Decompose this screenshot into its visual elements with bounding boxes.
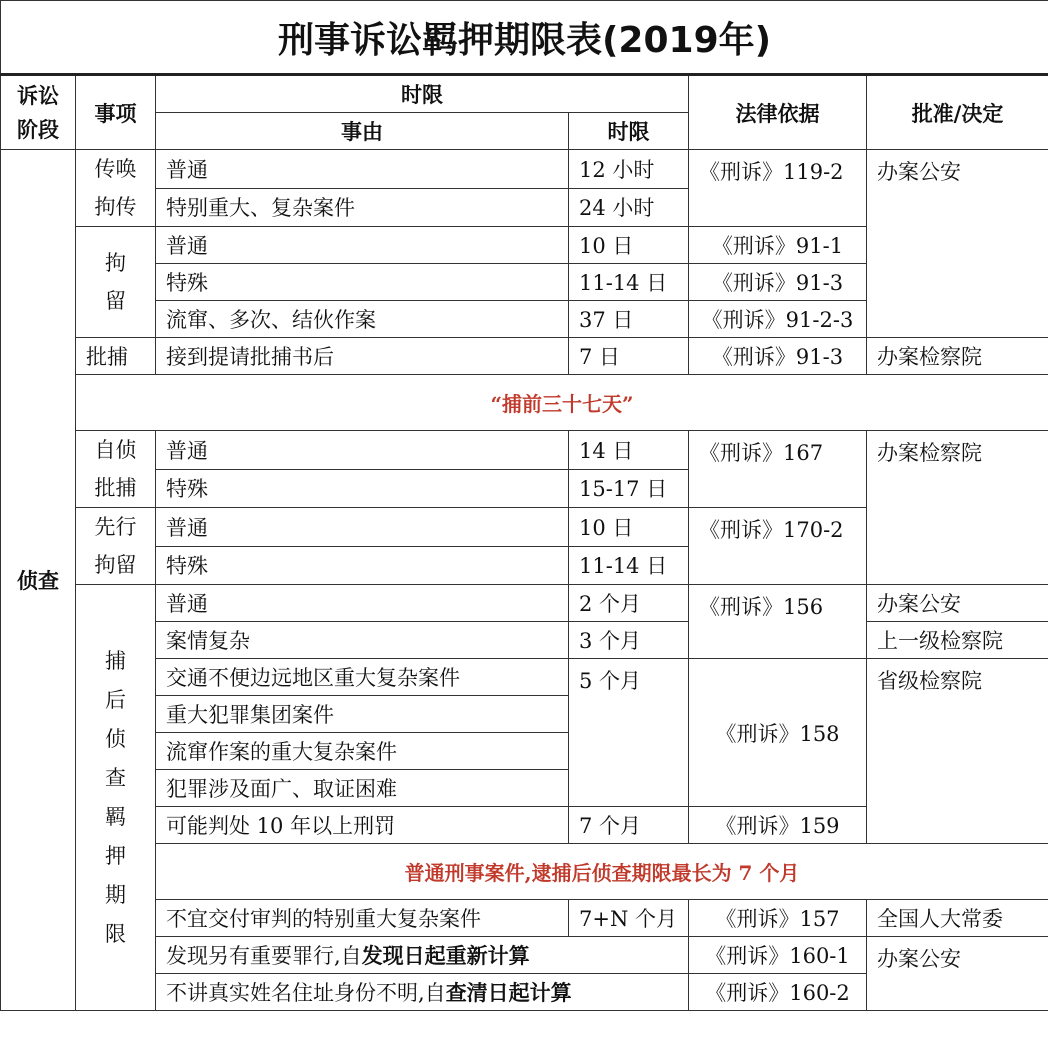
basis-cell: 《刑诉》160-1 <box>689 937 867 974</box>
header-reason: 事由 <box>156 113 569 150</box>
item-post-arrest: 捕后侦查羁押期限 <box>76 585 156 1011</box>
approval-cell: 省级检察院 <box>867 659 1048 844</box>
reason-cell: 特殊 <box>156 469 569 508</box>
reason-cell: 接到提请批捕书后 <box>156 338 569 375</box>
header-limit-group: 时限 <box>156 75 689 113</box>
reason-cell: 案情复杂 <box>156 622 569 659</box>
header-basis: 法律依据 <box>689 75 867 150</box>
header-stage: 诉讼阶段 <box>1 75 76 150</box>
table-row <box>1 937 1048 974</box>
basis-cell: 《刑诉》91-2-3 <box>689 301 867 338</box>
limit-cell: 3 个月 <box>569 622 689 659</box>
reason-cell: 普通 <box>156 227 569 264</box>
approval-cell: 上一级检察院 <box>867 622 1048 659</box>
reason-cell: 普通 <box>156 150 569 189</box>
limit-cell: 11-14 日 <box>569 546 689 585</box>
reason-cell: 交通不便边远地区重大复杂案件 <box>156 659 569 696</box>
item-self-arrest: 自侦批捕 <box>76 431 156 508</box>
table-row <box>1 431 1048 470</box>
reason-cell: 普通 <box>156 508 569 547</box>
item-prior-detain: 先行拘留 <box>76 508 156 585</box>
approval-cell: 办案公安 <box>867 585 1048 622</box>
basis-cell: 《刑诉》157 <box>689 900 867 937</box>
basis-cell: 《刑诉》167 <box>689 431 867 508</box>
item-arrest: 批捕 <box>76 338 156 375</box>
reason-emphasis: 发现日起重新计算 <box>361 944 530 968</box>
limit-cell: 15-17 日 <box>569 469 689 508</box>
basis-cell: 《刑诉》91-1 <box>689 227 867 264</box>
table-row <box>1 659 1048 696</box>
basis-cell: 《刑诉》156 <box>689 585 867 659</box>
limit-cell: 7 日 <box>569 338 689 375</box>
note-max-seven-months: 普通刑事案件,逮捕后侦查期限最长为 7 个月 <box>156 844 1048 900</box>
item-detain: 拘留 <box>76 227 156 338</box>
reason-emphasis: 查清日起计算 <box>445 981 572 1005</box>
header-approval: 批准/决定 <box>867 75 1048 150</box>
basis-cell: 《刑诉》119-2 <box>689 150 867 227</box>
approval-cell: 办案检察院 <box>867 338 1048 375</box>
basis-cell: 《刑诉》158 <box>689 659 867 807</box>
reason-cell: 普通 <box>156 585 569 622</box>
limit-cell: 2 个月 <box>569 585 689 622</box>
reason-cell: 流窜作案的重大复杂案件 <box>156 733 569 770</box>
limit-cell: 5 个月 <box>569 659 689 807</box>
limit-cell: 12 小时 <box>569 150 689 189</box>
approval-cell: 全国人大常委 <box>867 900 1048 937</box>
basis-cell: 《刑诉》91-3 <box>689 264 867 301</box>
reason-cell: 犯罪涉及面广、取证困难 <box>156 770 569 807</box>
reason-cell: 特殊 <box>156 546 569 585</box>
basis-cell: 《刑诉》170-2 <box>689 508 867 585</box>
reason-cell: 普通 <box>156 431 569 470</box>
limit-cell: 10 日 <box>569 508 689 547</box>
stage-cell: 侦查 <box>1 150 76 1011</box>
table-row <box>1 900 1048 937</box>
approval-cell: 办案公安 <box>867 937 1048 1011</box>
reason-cell <box>156 937 689 974</box>
item-summon: 传唤拘传 <box>76 150 156 227</box>
limit-cell: 37 日 <box>569 301 689 338</box>
header-limit: 时限 <box>569 113 689 150</box>
table-row <box>1 585 1048 622</box>
basis-cell: 《刑诉》159 <box>689 807 867 844</box>
basis-cell: 《刑诉》160-2 <box>689 974 867 1011</box>
reason-cell: 流窜、多次、结伙作案 <box>156 301 569 338</box>
reason-text: 发现另有重要罪行,自 <box>166 944 362 968</box>
reason-cell: 可能判处 10 年以上刑罚 <box>156 807 569 844</box>
note-row <box>1 375 1048 431</box>
table-title: 刑事诉讼羁押期限表(2019年) <box>1 1 1048 75</box>
reason-cell: 特殊 <box>156 264 569 301</box>
limit-cell: 11-14 日 <box>569 264 689 301</box>
reason-cell <box>156 974 689 1011</box>
note-pre-arrest: “捕前三十七天” <box>76 375 1048 431</box>
reason-cell: 重大犯罪集团案件 <box>156 696 569 733</box>
approval-cell: 办案检察院 <box>867 431 1048 585</box>
limit-cell: 7+N 个月 <box>569 900 689 937</box>
limit-cell: 10 日 <box>569 227 689 264</box>
note-row <box>1 844 1048 900</box>
limit-cell: 14 日 <box>569 431 689 470</box>
limit-cell: 24 小时 <box>569 188 689 227</box>
approval-cell: 办案公安 <box>867 150 1048 338</box>
table-row <box>1 622 1048 659</box>
table-row <box>1 150 1048 189</box>
reason-text: 不讲真实姓名住址身份不明,自 <box>166 981 446 1005</box>
limit-cell: 7 个月 <box>569 807 689 844</box>
reason-cell: 特别重大、复杂案件 <box>156 188 569 227</box>
basis-cell: 《刑诉》91-3 <box>689 338 867 375</box>
header-item: 事项 <box>76 75 156 150</box>
table-row <box>1 338 1048 375</box>
reason-cell: 不宜交付审判的特别重大复杂案件 <box>156 900 569 937</box>
